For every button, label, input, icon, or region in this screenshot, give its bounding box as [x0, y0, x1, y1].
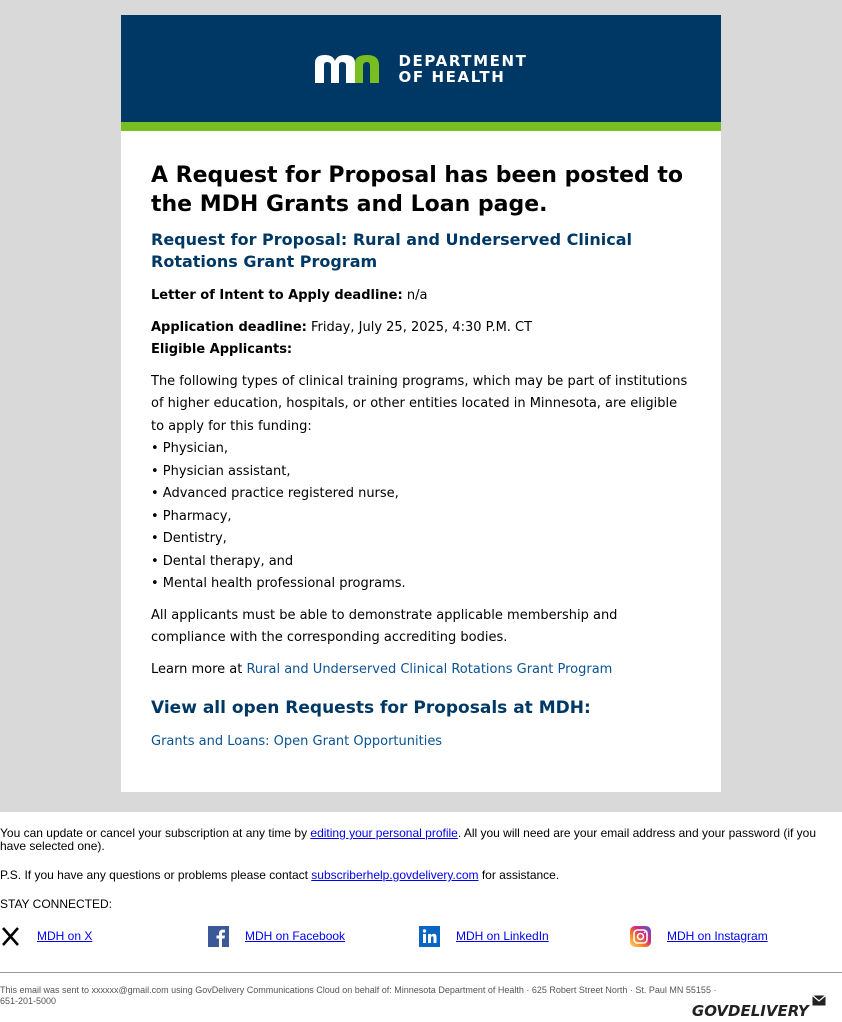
app-deadline-label: Application deadline: [151, 319, 307, 335]
subscriber-help-link[interactable]: subscriberhelp.govdelivery.com [311, 868, 479, 882]
org-name-line2: OF HEALTH [398, 67, 506, 86]
facebook-icon[interactable] [208, 926, 229, 947]
update-suffix: . All you will need are your email address and your password (if you have selected one). [0, 826, 817, 853]
social-linkedin [419, 926, 630, 947]
grants-link-row [151, 731, 691, 754]
mn-logo-icon [315, 53, 389, 85]
loi-value: n/a [402, 288, 428, 303]
stay-connected: STAY CONNECTED: [0, 897, 113, 911]
green-accent-bar [121, 122, 721, 131]
x-icon[interactable] [0, 926, 21, 947]
ps-suffix: for assistance. [478, 868, 560, 882]
x-link[interactable]: MDH on X [37, 928, 93, 943]
list-item: • Pharmacy, [151, 508, 232, 524]
compliance-text: All applicants must be able to demonstrate applicable membership and compliance with the corresponding accrediting bodies. [151, 607, 618, 645]
ps-prefix: P.S. If you have any questions or problems please contact [0, 868, 312, 882]
list-item: • Dentistry, [151, 531, 227, 546]
grants-link[interactable]: Grants and Loans: Open Grant Opportunities [151, 734, 443, 749]
mdh-logo[interactable] [315, 53, 528, 85]
org-name [399, 53, 528, 85]
edit-profile-link[interactable]: editing your personal profile [310, 826, 458, 840]
fineprint: This email was sent to xxxxxx@gmail.com using GovDelivery Communications Cloud on behalf of: Minnesota Department of Health · 625 Robert Street North · St. Paul MN 55155 · 651-201-5000 [0, 985, 717, 1006]
list-item: • Mental health professional programs. [151, 576, 406, 591]
social-instagram [630, 926, 768, 947]
app-deadline-value: Friday, July 25, 2025, 4:30 P.M. CT [306, 319, 533, 335]
linkedin-icon[interactable] [419, 926, 440, 947]
envelope-icon [812, 995, 826, 1006]
ps-text [0, 869, 842, 882]
rfp-title: Request for Proposal: Rural and Underserved Clinical Rotations Grant Program [151, 230, 633, 271]
application-deadline [151, 317, 691, 340]
linkedin-link[interactable]: MDH on LinkedIn [456, 928, 549, 943]
org-name-line1: DEPARTMENT [398, 51, 528, 70]
facebook-link[interactable]: MDH on Facebook [245, 928, 346, 943]
program-list [151, 438, 691, 596]
list-item: • Dental therapy, and [151, 553, 294, 569]
instagram-link[interactable]: MDH on Instagram [667, 928, 768, 943]
eligibility-intro: The following types of clinical training programs, which may be part of institutions of higher education, hospitals, or other entities located in Minnesota, are eligible to apply for this funding: [151, 373, 688, 434]
headline: A Request for Proposal has been posted to the MDH Grants and Loan page. [151, 163, 684, 217]
list-item: • Physician, [151, 441, 229, 456]
govdelivery-logo[interactable] [691, 1002, 828, 1020]
loi-label: Letter of Intent to Apply deadline: [151, 288, 403, 303]
program-link[interactable]: Rural and Underserved Clinical Rotations Grant Program [246, 661, 613, 677]
instagram-icon[interactable] [630, 926, 651, 947]
email-content [121, 131, 721, 754]
learn-more-prefix: Learn more at [151, 661, 247, 677]
header-banner [121, 15, 721, 122]
view-all-heading: View all open Requests for Proposals at MDH: [151, 698, 591, 718]
govdelivery-text: GOVDELIVERY [691, 1002, 809, 1020]
eligible-label [151, 339, 691, 362]
loi-deadline [151, 285, 691, 308]
eligible-label-text: Eligible Applicants: [151, 342, 293, 357]
list-item: • Physician assistant, [151, 463, 291, 479]
social-facebook [208, 926, 419, 947]
list-item: • Advanced practice registered nurse, [151, 486, 399, 501]
social-x [0, 926, 208, 947]
email-footer [0, 812, 842, 1020]
learn-more [151, 659, 691, 682]
email-card [121, 15, 721, 792]
update-prefix: You can update or cancel your subscription at any time by [0, 826, 311, 840]
update-subscription-text [0, 827, 842, 853]
social-links [0, 923, 842, 949]
